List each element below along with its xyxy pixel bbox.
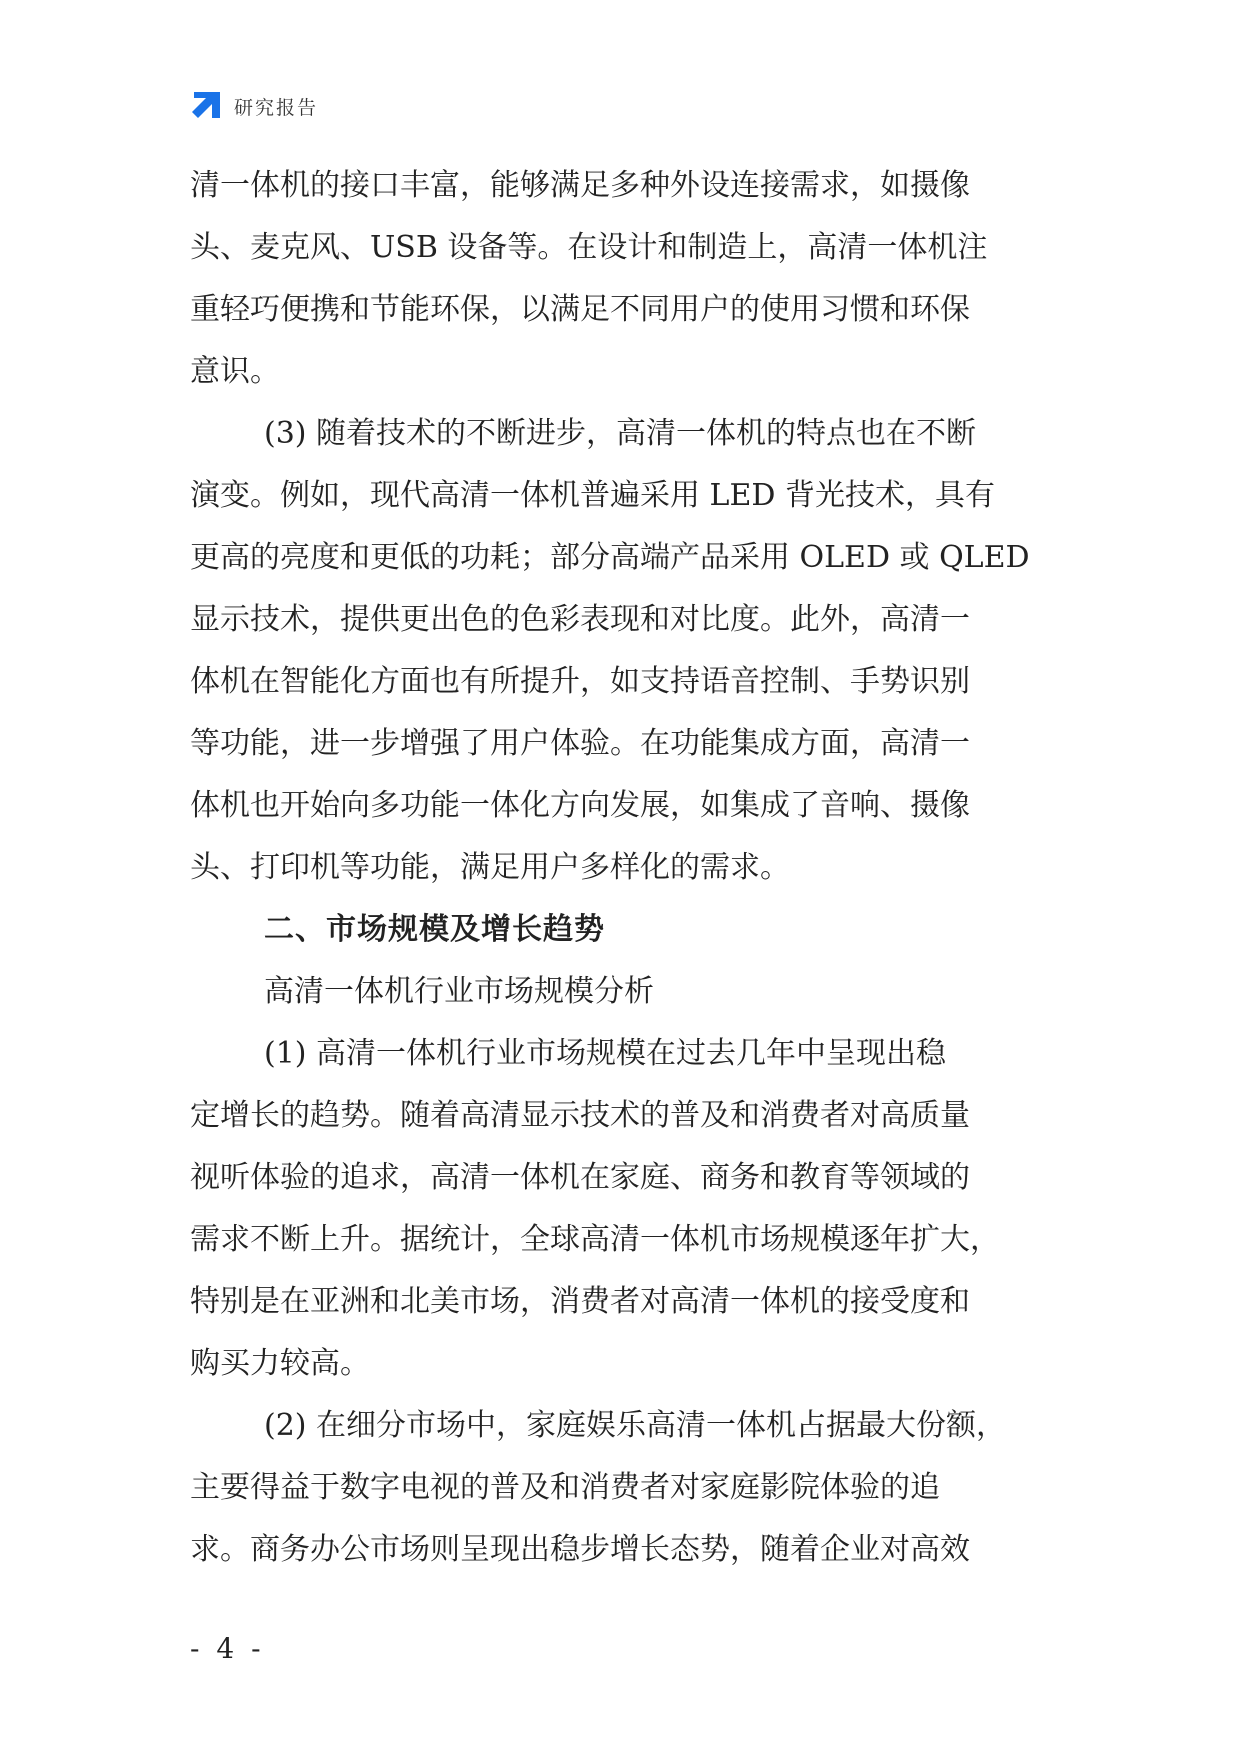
text-line: 显示技术，提供更出色的色彩表现和对比度。此外，高清一 (190, 602, 970, 637)
text-line: 定增长的趋势。随着高清显示技术的普及和消费者对高质量 (190, 1098, 970, 1133)
text-line: 头、打印机等功能，满足用户多样化的需求。 (190, 850, 790, 885)
text-line: 体机在智能化方面也有所提升，如支持语音控制、手势识别 (190, 664, 970, 699)
text-line: (1) 高清一体机行业市场规模在过去几年中呈现出稳 (264, 1036, 947, 1071)
text-line: 等功能，进一步增强了用户体验。在功能集成方面，高清一 (190, 726, 970, 761)
text-line: 特别是在亚洲和北美市场，消费者对高清一体机的接受度和 (190, 1284, 970, 1319)
text-line: 主要得益于数字电视的普及和消费者对家庭影院体验的追 (190, 1470, 940, 1505)
page-number: - 4 - (190, 1632, 265, 1665)
text-line: 演变。例如，现代高清一体机普遍采用 LED 背光技术，具有 (190, 478, 995, 513)
document-body (190, 155, 1060, 1581)
page-header (190, 88, 318, 124)
section-heading: 二、市场规模及增长趋势 (264, 912, 605, 947)
text-line: 清一体机的接口丰富，能够满足多种外设连接需求，如摄像 (190, 168, 970, 203)
text-line: 意识。 (190, 354, 280, 389)
text-line: 视听体验的追求，高清一体机在家庭、商务和教育等领域的 (190, 1160, 970, 1195)
text-line: (3) 随着技术的不断进步，高清一体机的特点也在不断 (264, 416, 977, 451)
arrow-logo-icon (190, 90, 222, 122)
text-line: 需求不断上升。据统计，全球高清一体机市场规模逐年扩大， (190, 1222, 1000, 1257)
text-line: 高清一体机行业市场规模分析 (264, 974, 654, 1009)
text-line: 重轻巧便携和节能环保，以满足不同用户的使用习惯和环保 (190, 292, 970, 327)
text-line: 体机也开始向多功能一体化方向发展，如集成了音响、摄像 (190, 788, 970, 823)
text-line: 求。商务办公市场则呈现出稳步增长态势，随着企业对高效 (190, 1532, 970, 1567)
text-line: 头、麦克风、USB 设备等。在设计和制造上，高清一体机注 (190, 230, 988, 265)
text-line: (2) 在细分市场中，家庭娱乐高清一体机占据最大份额， (264, 1408, 1007, 1443)
header-title: 研究报告 (234, 96, 319, 119)
text-line: 购买力较高。 (190, 1346, 370, 1381)
text-line: 更高的亮度和更低的功耗；部分高端产品采用 OLED 或 QLED (190, 540, 1030, 575)
